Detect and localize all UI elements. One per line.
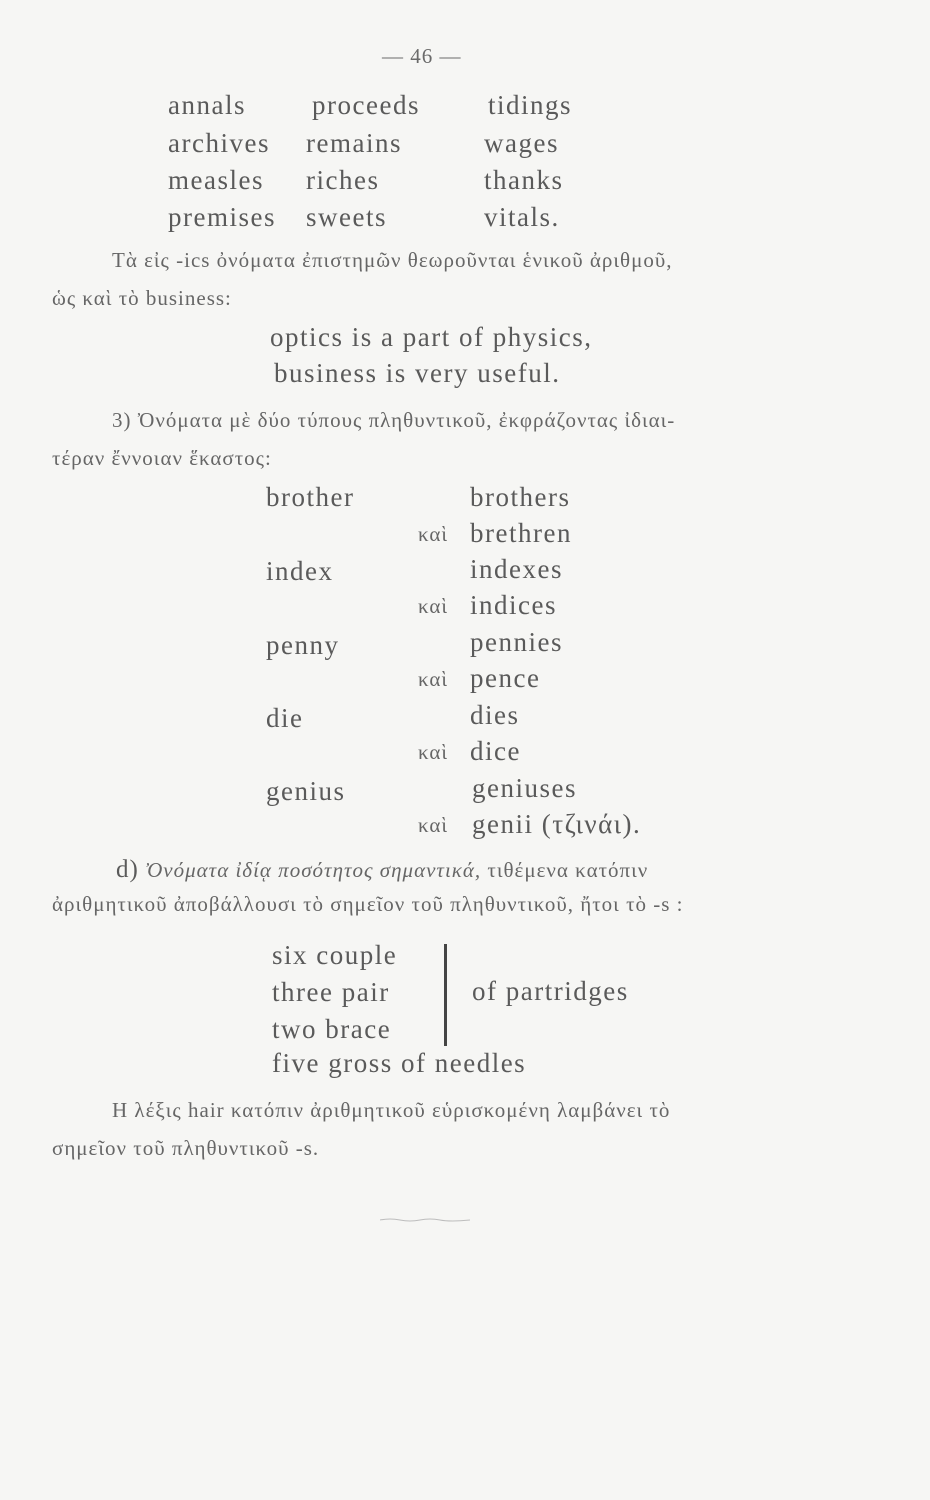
plural1-indexes: indexes bbox=[470, 554, 563, 584]
plural2-genii: genii (τζινάι). bbox=[472, 809, 642, 839]
section-d-italic: Ὀνόματα ἰδίᾳ ποσότητος σημαντικά, bbox=[145, 858, 482, 882]
singular-index: index bbox=[266, 556, 334, 586]
section-d-line2: ἀριθμητικοῦ ἀποβάλλουσι τὸ σημεῖον τοῦ πληθυντικοῦ, ἤτοι τὸ -s : bbox=[52, 892, 684, 916]
grouping-bracket bbox=[444, 944, 447, 1046]
word-annals: annals bbox=[168, 90, 246, 120]
plural1-dies: dies bbox=[470, 700, 520, 730]
singular-die: die bbox=[266, 703, 304, 733]
word-thanks: thanks bbox=[484, 165, 564, 195]
singular-penny: penny bbox=[266, 630, 340, 660]
plural1-brothers: brothers bbox=[470, 482, 571, 512]
singular-brother: brother bbox=[266, 482, 355, 512]
example-three-pair: three pair bbox=[272, 977, 390, 1007]
plural2-dice: dice bbox=[470, 736, 521, 766]
word-premises: premises bbox=[168, 202, 276, 232]
word-tidings: tidings bbox=[488, 90, 573, 120]
example-two-brace: two brace bbox=[272, 1014, 392, 1044]
plural1-geniuses: geniuses bbox=[472, 773, 577, 803]
singular-genius: genius bbox=[266, 776, 346, 806]
section-d-line1 bbox=[116, 856, 648, 884]
kai-4: καὶ bbox=[418, 740, 449, 764]
hair-note-line2: σημεῖον τοῦ πληθυντικοῦ -s. bbox=[52, 1136, 320, 1160]
ics-note-line2: ὡς καὶ τὸ business: bbox=[52, 286, 232, 310]
section3-line2: τέραν ἔννοιαν ἕκαστος: bbox=[52, 446, 272, 470]
plural2-brethren: brethren bbox=[470, 518, 572, 548]
ics-note-line1: Τὰ εἰς -ics ὀνόματα ἐπιστημῶν θεωροῦνται ἑνικοῦ ἀριθμοῦ, bbox=[112, 248, 673, 272]
word-vitals: vitals. bbox=[484, 202, 560, 232]
ics-example-2: business is very useful. bbox=[274, 358, 561, 388]
hair-note-line1: Η λέξις hair κατόπιν ἀριθμητικοῦ εὑρισκομένη λαμβάνει τὸ bbox=[112, 1098, 671, 1122]
example-five-gross: five gross of needles bbox=[272, 1048, 527, 1078]
section3-line1: 3) Ὀνόματα μὲ δύο τύπους πληθυντικοῦ, ἐκφράζοντας ἰδιαι- bbox=[112, 408, 676, 432]
plural1-pennies: pennies bbox=[470, 627, 563, 657]
word-archives: archives bbox=[168, 128, 270, 158]
bracket-text: of partridges bbox=[472, 976, 629, 1006]
plural2-indices: indices bbox=[470, 590, 557, 620]
plural2-pence: pence bbox=[470, 663, 541, 693]
kai-1: καὶ bbox=[418, 522, 449, 546]
page-number: — 46 — bbox=[382, 44, 462, 68]
kai-3: καὶ bbox=[418, 667, 449, 691]
kai-2: καὶ bbox=[418, 594, 449, 618]
word-remains: remains bbox=[306, 128, 402, 158]
example-six-couple: six couple bbox=[272, 940, 398, 970]
word-proceeds: proceeds bbox=[312, 90, 420, 120]
word-wages: wages bbox=[484, 128, 559, 158]
kai-5: καὶ bbox=[418, 813, 449, 837]
end-ornament bbox=[380, 1218, 470, 1222]
word-riches: riches bbox=[306, 165, 380, 195]
word-measles: measles bbox=[168, 165, 264, 195]
word-sweets: sweets bbox=[306, 202, 387, 232]
ics-example-1: optics is a part of physics, bbox=[270, 322, 593, 352]
section-d-rest: τιθέμενα κατόπιν bbox=[487, 858, 649, 882]
section-d-label: d) bbox=[116, 856, 139, 883]
